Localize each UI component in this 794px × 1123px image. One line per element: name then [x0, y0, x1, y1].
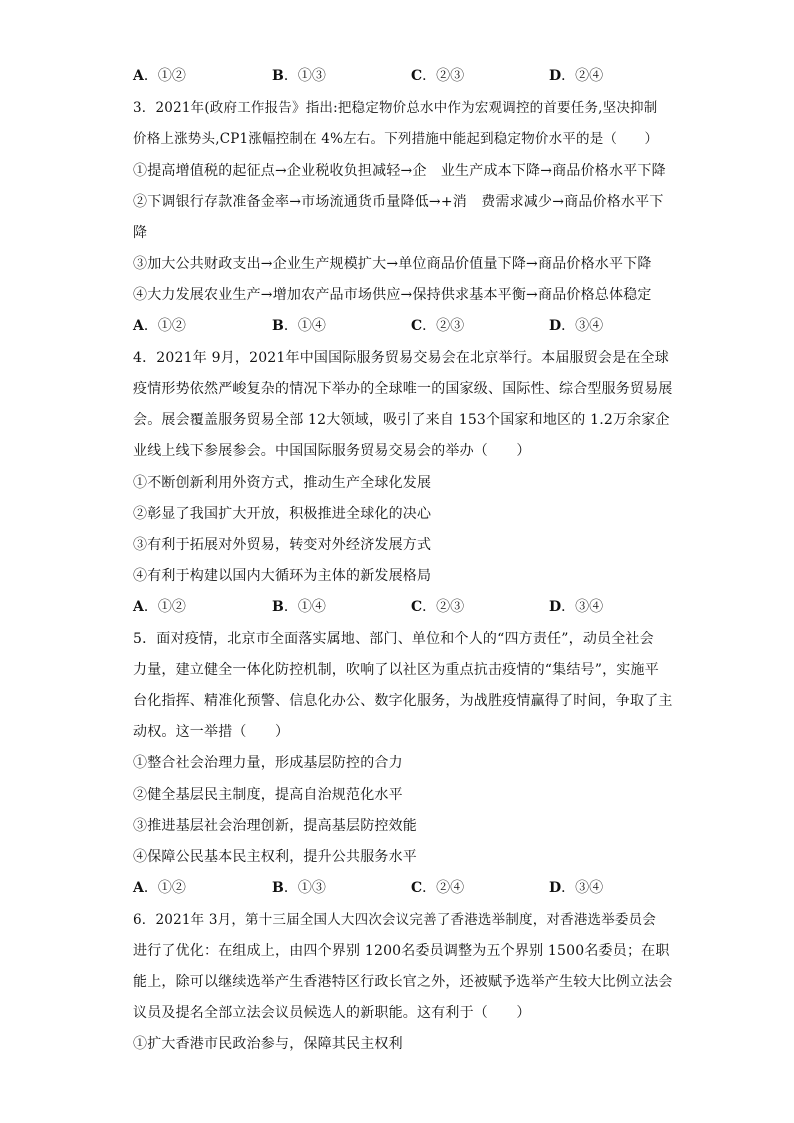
- option-text: ．③④: [561, 599, 604, 615]
- q3-choices: [133, 317, 673, 335]
- option-text: ．②④: [561, 68, 604, 84]
- option-letter: B: [272, 599, 284, 615]
- q3-choice-b[interactable]: [272, 317, 326, 335]
- option-text: ．①②: [143, 68, 186, 84]
- option-letter: C: [411, 318, 423, 334]
- q5-choice-b[interactable]: [272, 879, 326, 897]
- option-letter: A: [133, 68, 144, 84]
- q3-option-2-cont: 降: [133, 225, 148, 241]
- q4-stem-line-4: 业线上线下参展参会。中国国际服务贸易交易会的举办（ ）: [133, 443, 531, 459]
- q4-choices: [133, 598, 673, 616]
- q4-choice-b[interactable]: [272, 598, 326, 616]
- q5-stem-line-4: 动权。这一举措（ ）: [133, 724, 290, 740]
- q4-option-4: ④有利于构建以国内大循环为主体的新发展格局: [133, 568, 432, 584]
- option-text: ．①②: [143, 318, 186, 334]
- q2-choice-c[interactable]: [411, 67, 464, 85]
- q5-choice-a[interactable]: [133, 879, 186, 897]
- q3-choice-d[interactable]: [549, 317, 603, 335]
- q3-option-4: ④大力发展农业生产→增加农产品市场供应→保持供求基本平衡→商品价格总体稳定: [133, 287, 652, 303]
- option-letter: D: [549, 68, 562, 84]
- q5-choices: [133, 879, 673, 897]
- q6-stem-line-3: 能上，除可以继续选举产生香港特区行政长官之外，还被赋予选举产生较大比例立法会: [133, 974, 673, 990]
- q5-choice-d[interactable]: [549, 879, 603, 897]
- q5-stem-line-1: 5．面对疫情，北京市全面落实属地、部门、单位和个人的“四方责任”，动员全社会: [133, 631, 654, 647]
- option-letter: D: [549, 599, 562, 615]
- option-text: ．①④: [283, 599, 326, 615]
- option-letter: D: [549, 880, 562, 896]
- q3-stem-line-1: 3．2021年(政府工作报告》指出:把稳定物价总水中作为宏观调控的首要任务,坚决抑制: [133, 100, 658, 116]
- q4-stem-line-2: 疫情形势依然严峻复杂的情况下举办的全球唯一的国家级、国际性、综合型服务贸易展: [133, 381, 673, 397]
- option-letter: B: [272, 880, 284, 896]
- q4-choice-c[interactable]: [411, 598, 464, 616]
- q4-option-3: ③有利于拓展对外贸易，转变对外经济发展方式: [133, 537, 432, 553]
- q5-choice-c[interactable]: [411, 879, 464, 897]
- q3-option-1: ①提高增值税的起征点→企业税收负担减轻→企 业生产成本下降→商品价格水平下降: [133, 163, 666, 179]
- option-letter: B: [272, 318, 284, 334]
- q4-option-1: ①不断创新利用外资方式，推动生产全球化发展: [133, 475, 432, 491]
- option-text: ．③④: [561, 318, 604, 334]
- q5-option-4: ④保障公民基本民主权利，提升公共服务水平: [133, 849, 417, 865]
- q5-stem-line-3: 台化指挥、精准化预警、信息化办公、数字化服务，为战胜疫情赢得了时间，争取了主: [133, 693, 673, 709]
- q5-option-2: ②健全基层民主制度，提高自治规范化水平: [133, 787, 403, 803]
- q3-option-3: ③加大公共财政支出→企业生产规模扩大→单位商品价值量下降→商品价格水平下降: [133, 256, 652, 272]
- q3-option-2: ②下调银行存款准备金率→市场流通货币量降低→+消 费需求减少→商品价格水平下: [133, 194, 664, 210]
- q2-choice-a[interactable]: [133, 67, 186, 85]
- option-text: ．①②: [143, 599, 186, 615]
- option-letter: C: [411, 880, 423, 896]
- option-letter: A: [133, 318, 144, 334]
- option-text: ．②③: [422, 599, 465, 615]
- q3-choice-c[interactable]: [411, 317, 464, 335]
- option-letter: A: [133, 599, 144, 615]
- q6-stem-line-2: 进行了优化：在组成上，由四个界别 1200名委员调整为五个界别 1500名委员；在职: [133, 943, 670, 959]
- q6-stem-line-4: 议员及提名全部立法会议员候选人的新职能。这有利于（ ）: [133, 1005, 531, 1021]
- q2-choice-d[interactable]: [549, 67, 603, 85]
- option-text: ．①②: [143, 880, 186, 896]
- option-letter: A: [133, 880, 144, 896]
- q2-choices: [133, 67, 673, 85]
- option-text: ．②③: [422, 318, 465, 334]
- q5-option-1: ①整合社会治理力量，形成基层防控的合力: [133, 755, 403, 771]
- option-letter: C: [411, 599, 423, 615]
- option-text: ．①④: [283, 318, 326, 334]
- option-text: ．①③: [283, 68, 326, 84]
- q6-option-1: ①扩大香港市民政治参与，保障其民主权利: [133, 1036, 403, 1052]
- option-text: ．③④: [561, 880, 604, 896]
- option-text: ．②③: [422, 68, 465, 84]
- q5-stem-line-2: 力量，建立健全一体化防控机制，吹响了以社区为重点抗击疫情的“集结号”，实施平: [133, 662, 659, 678]
- q4-option-2: ②彰显了我国扩大开放，积极推进全球化的决心: [133, 506, 432, 522]
- q3-stem-line-2: 价格上涨势头,CP1涨幅控制在 4%左右。下列措施中能起到稳定物价水平的是（ ）: [133, 131, 659, 147]
- q5-option-3: ③推进基层社会治理创新，提高基层防控效能: [133, 818, 417, 834]
- q4-choice-d[interactable]: [549, 598, 603, 616]
- q4-stem-line-3: 会。展会覆盖服务贸易全部 12大领域，吸引了来自 153个国家和地区的 1.2万余家企: [133, 412, 670, 428]
- option-letter: C: [411, 68, 423, 84]
- option-letter: B: [272, 68, 284, 84]
- q4-choice-a[interactable]: [133, 598, 186, 616]
- q4-stem-line-1: 4．2021年 9月，2021年中国国际服务贸易交易会在北京举行。本届服贸会是在全球: [133, 350, 669, 366]
- q2-choice-b[interactable]: [272, 67, 326, 85]
- option-text: ．②④: [422, 880, 465, 896]
- option-letter: D: [549, 318, 562, 334]
- q3-choice-a[interactable]: [133, 317, 186, 335]
- option-text: ．①③: [283, 880, 326, 896]
- q6-stem-line-1: 6．2021年 3月，第十三届全国人大四次会议完善了香港选举制度，对香港选举委员会: [133, 912, 657, 928]
